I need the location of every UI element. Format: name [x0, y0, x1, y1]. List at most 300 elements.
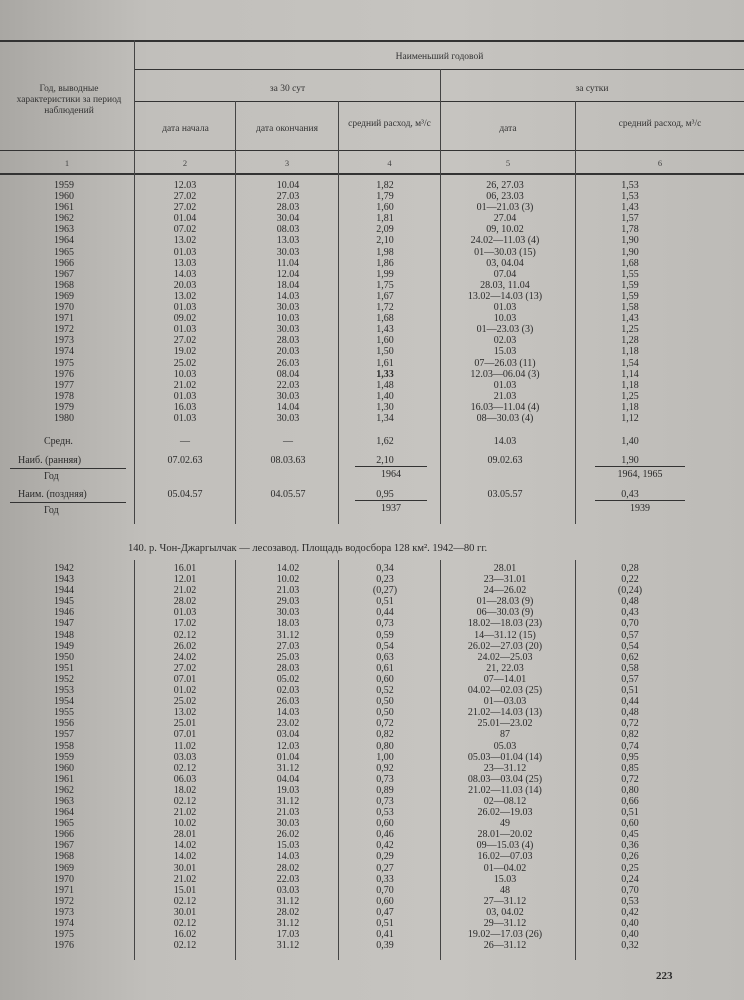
t2-q30-cell: 0,41: [376, 929, 394, 941]
t2-q30-cell: 0,47: [376, 906, 394, 918]
t2-start-cell: 02.12: [173, 918, 197, 929]
t2-start-cell: 16.02: [173, 929, 197, 941]
t2-end-cell: 30.03: [276, 607, 300, 619]
t2-date-cell: 19.02—17.03 (26): [467, 929, 543, 941]
header-c3: дата окончания: [256, 124, 318, 134]
max-qday: 1,90: [621, 455, 639, 466]
t1-date-cell: 08—30.03 (4): [476, 412, 534, 424]
t2-q30-cell: 0,42: [376, 840, 394, 852]
col-num-6: 6: [657, 158, 663, 168]
t2-qday-cell: 0,74: [621, 740, 639, 752]
max-start: 07.02.63: [167, 455, 203, 466]
t1-start-cell: 13.03: [173, 257, 197, 269]
t2-years-cell: 1950: [54, 651, 74, 663]
min-q30: 0,95: [376, 489, 394, 500]
t1-qday-cell: 1,59: [621, 290, 639, 302]
t2-date-cell: 18.02—18.03 (23): [467, 618, 543, 630]
t1-q30-cell: 1,60: [376, 335, 394, 347]
t1-years-cell: 1969: [54, 290, 74, 302]
t2-end-cell: 26.02: [276, 829, 300, 841]
t1-q30-cell: 1,99: [376, 268, 394, 280]
t1-qday-cell: 1,43: [621, 313, 639, 325]
header-group: Наименьший годовой: [395, 52, 484, 62]
t2-years-cell: 1951: [54, 662, 74, 674]
t1-qday-cell: 1,90: [621, 235, 639, 247]
t2-q30-cell: 0,27: [376, 862, 394, 874]
t2-qday-cell: 0,66: [621, 795, 639, 807]
t1-q30-cell: 1,43: [376, 324, 394, 336]
t2-start-cell: 02.12: [173, 795, 197, 807]
t2-qday-cell: 0,58: [621, 662, 639, 674]
section-title: 140. р. Чон-Джаргылчак — лесозавод. Площадь водосбора 128 км². 1942—80 гг.: [128, 543, 488, 554]
t2-qday-cell: 0,40: [621, 918, 639, 929]
t1-divider-4: [440, 174, 441, 524]
mean-label: Средн.: [44, 436, 73, 447]
t2-years-cell: 1946: [54, 607, 74, 619]
t1-start-cell: 27.02: [173, 202, 197, 214]
t1-end-cell: 30.03: [276, 390, 300, 402]
t2-years-cell: 1973: [54, 906, 74, 918]
t1-date-cell: 01.03: [493, 302, 517, 314]
t1-divider-1: [134, 174, 135, 524]
t2-end-cell: 25.03: [276, 651, 300, 663]
t2-years-cell: 1966: [54, 829, 74, 841]
col-num-5: 5: [505, 158, 511, 168]
t1-years: [40, 180, 88, 424]
t2-divider-1: [134, 560, 135, 960]
t2-start-cell: 12.01: [173, 574, 197, 586]
t2-end-cell: 28.02: [276, 906, 300, 918]
t2-start-cell: 11.02: [173, 740, 197, 752]
t1-q30-cell: 1,81: [376, 213, 394, 225]
t2-date-cell: 25.01—23.02: [477, 718, 533, 730]
max-year-day: 1964, 1965: [617, 469, 663, 480]
t1-q30-cell: 1,98: [376, 246, 394, 258]
t2-end-cell: 14.03: [276, 851, 300, 863]
min-year-day: 1939: [630, 503, 650, 514]
t2-q30-cell: 0,50: [376, 707, 394, 719]
t1-end-cell: 28.03: [276, 335, 300, 347]
t2-end-cell: 18.03: [276, 618, 300, 630]
t1-date-cell: 01.03: [493, 379, 517, 391]
t2-end: [258, 563, 318, 951]
t2-qday-cell: 0,51: [621, 685, 639, 697]
t2-end-cell: 31.12: [276, 940, 300, 952]
t2-qday-cell: 0,22: [621, 574, 639, 586]
t1-qday-cell: 1,78: [621, 224, 639, 236]
t2-start-cell: 10.02: [173, 818, 197, 830]
min-year-label: Год: [44, 505, 59, 516]
t2-qday-cell: 0,72: [621, 773, 639, 785]
t1-start-cell: 14.03: [173, 268, 197, 280]
t2-end-cell: 21.03: [276, 807, 300, 819]
t2-date-cell: 04.02—02.03 (25): [467, 685, 543, 697]
t2-q30-cell: 0,23: [376, 574, 394, 586]
t1-date-cell: 07—26.03 (11): [474, 357, 536, 369]
t2-q30-cell: 0,72: [376, 718, 394, 730]
max-year-30: 1964: [381, 469, 401, 480]
t1-q30-cell: 1,50: [376, 346, 394, 358]
t1-date-cell: 28.03, 11.04: [480, 279, 530, 291]
t1-divider-3: [338, 174, 339, 524]
col-num-4: 4: [387, 158, 392, 168]
t1-start-cell: 01.03: [173, 324, 197, 336]
t2-years-cell: 1953: [54, 685, 74, 697]
t1-qday-cell: 1,25: [621, 390, 639, 402]
t2-qday-cell: 0,42: [621, 906, 639, 918]
t2-start: [155, 563, 215, 951]
t1-start-cell: 16.03: [173, 401, 197, 413]
min-year-rule-30: [355, 500, 427, 501]
t1-start-cell: 13.02: [173, 290, 197, 302]
t1-q30-cell: 1,79: [376, 191, 394, 203]
t1-q30-cell: 1,72: [376, 302, 394, 314]
t1-end-cell: 20.03: [276, 346, 300, 358]
t1-years-cell: 1978: [54, 390, 74, 402]
t2-q30-cell: 0,29: [376, 851, 394, 863]
t2-qday-cell: 0,57: [621, 673, 639, 685]
t1-q30-cell: 1,34: [376, 412, 394, 424]
t2-start-cell: 15.01: [173, 884, 197, 896]
t2-date-cell: 16.02—07.03: [477, 851, 533, 863]
t1-qday-cell: 1,14: [621, 368, 639, 380]
t2-start-cell: 18.02: [173, 784, 197, 796]
max-end: 08.03.63: [270, 455, 306, 466]
t2-end-cell: 31.12: [276, 918, 300, 929]
t2-date-cell: 06—30.03 (9): [476, 607, 534, 619]
t1-start-cell: 01.03: [173, 412, 197, 424]
t1-end: [258, 180, 318, 424]
t1-end-cell: 08.04: [276, 368, 300, 380]
t1-date-cell: 21.03: [493, 390, 517, 402]
t1-qday-cell: 1,12: [621, 412, 639, 424]
t1-qday-cell: 1,43: [621, 202, 639, 214]
t2-years-cell: 1974: [54, 918, 74, 929]
t1-years-cell: 1976: [54, 368, 74, 380]
min-qday: 0,43: [621, 489, 639, 500]
t2-q30-cell: 0,46: [376, 829, 394, 841]
t1-date-cell: 13.02—14.03 (13): [467, 290, 543, 302]
t2-date-cell: 87: [500, 729, 510, 741]
t2-qday-cell: 0,57: [621, 629, 639, 641]
t1-years-cell: 1974: [54, 346, 74, 358]
t1-q30: [355, 180, 415, 424]
t2-qday-cell: 0,82: [621, 729, 639, 741]
t2-end-cell: 15.03: [276, 840, 300, 852]
t2-qday-cell: 0,44: [621, 696, 639, 708]
t1-q30-cell: 1,68: [376, 313, 394, 325]
t1-end-cell: 14.03: [276, 290, 300, 302]
t1-divider-2: [235, 174, 236, 524]
t2-qday-cell: 0,43: [621, 607, 639, 619]
t2-q30-cell: (0,27): [372, 585, 398, 597]
t1-years-cell: 1980: [54, 412, 74, 424]
t2-years-cell: 1970: [54, 873, 74, 885]
t2-start-cell: 21.02: [173, 807, 197, 819]
t2-qday-cell: 0,24: [621, 873, 639, 885]
t1-start-cell: 19.02: [173, 346, 197, 358]
t1-qday-cell: 1,54: [621, 357, 639, 369]
t2-divider-2: [235, 560, 236, 960]
t1-end-cell: 30.04: [276, 213, 300, 225]
t2-qday-cell: 0,70: [621, 884, 639, 896]
t2-years-cell: 1968: [54, 851, 74, 863]
t2-q30-cell: 0,73: [376, 618, 394, 630]
t1-end-cell: 30.03: [276, 412, 300, 424]
t1-date-cell: 12.03—06.04 (3): [470, 368, 540, 380]
t2-date-cell: 48: [500, 884, 510, 896]
t1-end-cell: 14.04: [276, 401, 300, 413]
t2-qday-cell: 0,95: [621, 751, 639, 763]
t2-end-cell: 14.03: [276, 707, 300, 719]
t2-qday-cell: 0,45: [621, 829, 639, 841]
t2-q30-cell: 1,00: [376, 751, 394, 763]
t2-end-cell: 03.03: [276, 884, 300, 896]
t1-date-cell: 26, 27.03: [486, 180, 524, 191]
t1-end-cell: 30.03: [276, 302, 300, 314]
t2-start-cell: 07.01: [173, 729, 197, 741]
t2-end-cell: 31.12: [276, 895, 300, 907]
t2-start-cell: 02.12: [173, 895, 197, 907]
max-year-label: Год: [44, 471, 59, 482]
t1-start-cell: 01.03: [173, 302, 197, 314]
t2-end-cell: 31.12: [276, 795, 300, 807]
t1-q30-cell: 2,10: [376, 235, 394, 247]
t1-start-cell: 27.02: [173, 335, 197, 347]
t2-end-cell: 01.04: [276, 751, 300, 763]
t1-years-cell: 1975: [54, 357, 74, 369]
t2-q30-cell: 0,33: [376, 873, 394, 885]
t2-qday-cell: 0,40: [621, 929, 639, 941]
t2-date-cell: 21, 22.03: [486, 662, 524, 674]
t2-qday: [600, 563, 660, 951]
t2-years-cell: 1969: [54, 862, 74, 874]
t2-end-cell: 26.03: [276, 696, 300, 708]
t2-years-cell: 1944: [54, 585, 74, 597]
t2-years-cell: 1975: [54, 929, 74, 941]
t2-end-cell: 31.12: [276, 762, 300, 774]
t1-q30-cell: 1,30: [376, 401, 394, 413]
t1-end-cell: 26.03: [276, 357, 300, 369]
t2-start-cell: 16.01: [173, 563, 197, 574]
t2-years-cell: 1955: [54, 707, 74, 719]
t1-q30-cell: 1,33: [376, 368, 394, 380]
t1-years-cell: 1965: [54, 246, 74, 258]
header-c6: средний расход, м³/с: [618, 119, 702, 129]
t2-start-cell: 21.02: [173, 585, 197, 597]
t2-end-cell: 03.04: [276, 729, 300, 741]
t1-end-cell: 30.03: [276, 246, 300, 258]
t1-qday-cell: 1,90: [621, 246, 639, 258]
t1-date-cell: 01—21.03 (3): [476, 202, 534, 214]
t2-qday-cell: 0,32: [621, 940, 639, 952]
t2-q30-cell: 0,61: [376, 662, 394, 674]
t1-years-cell: 1977: [54, 379, 74, 391]
t2-qday-cell: 0,62: [621, 651, 639, 663]
t2-date-cell: 15.03: [493, 873, 517, 885]
t2-years-cell: 1948: [54, 629, 74, 641]
t2-q30-cell: 0,92: [376, 762, 394, 774]
t2-q30-cell: 0,89: [376, 784, 394, 796]
t2-start-cell: 21.02: [173, 873, 197, 885]
t2-years-cell: 1958: [54, 740, 74, 752]
t2-q30-cell: 0,63: [376, 651, 394, 663]
t2-date-cell: 05.03: [493, 740, 517, 752]
table-2: [0, 563, 744, 958]
t2-end-cell: 27.03: [276, 640, 300, 652]
t2-end-cell: 31.12: [276, 629, 300, 641]
t2-date-cell: 28.01—20.02: [477, 829, 533, 841]
t2-qday-cell: 0,70: [621, 618, 639, 630]
t1-years-cell: 1968: [54, 279, 74, 291]
t2-date-cell: 07—14.01: [483, 673, 527, 685]
min-year-30: 1937: [381, 503, 401, 514]
t2-date-cell: 28.01: [493, 563, 517, 574]
t2-start-cell: 28.01: [173, 829, 197, 841]
t2-qday-cell: 0,72: [621, 718, 639, 730]
t1-end-cell: 27.03: [276, 191, 300, 203]
t2-qday-cell: 0,36: [621, 840, 639, 852]
t2-years-cell: 1965: [54, 818, 74, 830]
t2-start-cell: 02.12: [173, 762, 197, 774]
min-start: 05.04.57: [167, 489, 203, 500]
t1-date-cell: 24.02—11.03 (4): [470, 235, 540, 247]
header-c4: средний расход, м³/с: [348, 119, 431, 129]
min-date: 03.05.57: [487, 489, 523, 500]
t2-q30-cell: 0,54: [376, 640, 394, 652]
header-sub-day: за сутки: [575, 84, 609, 94]
table-1: [0, 180, 744, 430]
t1-qday-cell: 1,58: [621, 302, 639, 314]
t2-divider-5: [575, 560, 576, 960]
t1-end-cell: 28.03: [276, 202, 300, 214]
t1-start-cell: 21.02: [173, 379, 197, 391]
max-year-rule-day: [595, 466, 685, 467]
t2-q30-cell: 0,39: [376, 940, 394, 952]
t1-qday-cell: 1,59: [621, 279, 639, 291]
t1-qday-cell: 1,28: [621, 335, 639, 347]
mean-start: —: [180, 436, 190, 447]
t2-end-cell: 14.02: [276, 563, 300, 574]
t2-end-cell: 19.03: [276, 784, 300, 796]
mean-q30: 1,62: [376, 436, 394, 447]
t2-years-cell: 1963: [54, 795, 74, 807]
t2-start-cell: 02.12: [173, 629, 197, 641]
t2-start-cell: 01.02: [173, 685, 197, 697]
t1-qday: [600, 180, 660, 424]
t1-end-cell: 22.03: [276, 379, 300, 391]
max-q30: 2,10: [376, 455, 394, 466]
t2-start-cell: 13.02: [173, 707, 197, 719]
t2-start-cell: 24.02: [173, 651, 197, 663]
t2-date-cell: 49: [500, 818, 510, 830]
col-num-3: 3: [284, 158, 290, 168]
t2-qday-cell: 0,54: [621, 640, 639, 652]
t2-start-cell: 17.02: [173, 618, 197, 630]
t2-years-cell: 1972: [54, 895, 74, 907]
t2-end-cell: 29.03: [276, 596, 300, 608]
t2-q30-cell: 0,52: [376, 685, 394, 697]
t1-date-cell: 06, 23.03: [486, 191, 524, 203]
t2-date-cell: 23—31.12: [483, 762, 527, 774]
t2-years-cell: 1954: [54, 696, 74, 708]
t2-qday-cell: 0,26: [621, 851, 639, 863]
max-date: 09.02.63: [487, 455, 523, 466]
t1-years-cell: 1972: [54, 324, 74, 336]
t2-q30-cell: 0,73: [376, 773, 394, 785]
t1-start-cell: 25.02: [173, 357, 197, 369]
header-col-main: Год, выводные характеристики за период наблюдений: [16, 84, 122, 116]
t2-q30-cell: 0,80: [376, 740, 394, 752]
header-c5: дата: [499, 124, 517, 134]
t2-end-cell: 02.03: [276, 685, 300, 697]
page-number: 223: [656, 970, 673, 982]
t1-years-cell: 1973: [54, 335, 74, 347]
t2-q30-cell: 0,60: [376, 895, 394, 907]
t1-date-cell: 16.03—11.04 (4): [470, 401, 540, 413]
t2-qday-cell: 0,25: [621, 862, 639, 874]
t2-q30-cell: 0,60: [376, 673, 394, 685]
t1-date: [445, 180, 565, 424]
t2-years: [40, 563, 88, 951]
t2-years-cell: 1962: [54, 784, 74, 796]
t1-divider-5: [575, 174, 576, 524]
t2-q30-cell: 0,51: [376, 596, 394, 608]
t2-years-cell: 1945: [54, 596, 74, 608]
t2-date-cell: 26—31.12: [483, 940, 527, 952]
mean-date: 14.03: [493, 436, 517, 447]
t2-date-cell: 21.02—14.03 (13): [467, 707, 543, 719]
t2-date-cell: 01—03.03: [483, 696, 527, 708]
col-num-1: 1: [64, 158, 70, 168]
t2-start-cell: 14.02: [173, 840, 197, 852]
t1-date-cell: 02.03: [493, 335, 517, 347]
t1-start-cell: 09.02: [173, 313, 197, 325]
t1-date-cell: 01—23.03 (3): [476, 324, 534, 336]
t1-qday-cell: 1,18: [621, 346, 639, 358]
t1-qday-cell: 1,68: [621, 257, 639, 269]
t2-qday-cell: 0,48: [621, 707, 639, 719]
t1-q30-cell: 1,82: [376, 180, 394, 191]
t2-date-cell: 01—28.03 (9): [476, 596, 534, 608]
t2-q30-cell: 0,44: [376, 607, 394, 619]
t2-years-cell: 1961: [54, 773, 74, 785]
t1-end-cell: 10.04: [276, 180, 300, 191]
t2-end-cell: 22.03: [276, 873, 300, 885]
t2-end-cell: 04.04: [276, 773, 300, 785]
t1-q30-cell: 1,61: [376, 357, 394, 369]
t2-years-cell: 1942: [54, 563, 74, 574]
t1-years-cell: 1966: [54, 257, 74, 269]
t2-date-cell: 14—31.12 (15): [474, 629, 536, 641]
t2-date-cell: 03, 04.02: [486, 906, 524, 918]
t1-years-cell: 1967: [54, 268, 74, 280]
t2-date-cell: 26.02—27.03 (20): [467, 640, 543, 652]
t1-start-cell: 10.03: [173, 368, 197, 380]
t2-end-cell: 05.02: [276, 673, 300, 685]
t2-date-cell: 05.03—01.04 (14): [467, 751, 543, 763]
t2-q30-cell: 0,73: [376, 795, 394, 807]
t2-years-cell: 1956: [54, 718, 74, 730]
t2-years-cell: 1971: [54, 884, 74, 896]
t1-start-cell: 20.03: [173, 279, 197, 291]
t2-start-cell: 14.02: [173, 851, 197, 863]
t1-qday-cell: 1,55: [621, 268, 639, 280]
t2-years-cell: 1949: [54, 640, 74, 652]
t1-start-cell: 07.02: [173, 224, 197, 236]
t2-date: [445, 563, 565, 951]
t1-start-cell: 01.04: [173, 213, 197, 225]
